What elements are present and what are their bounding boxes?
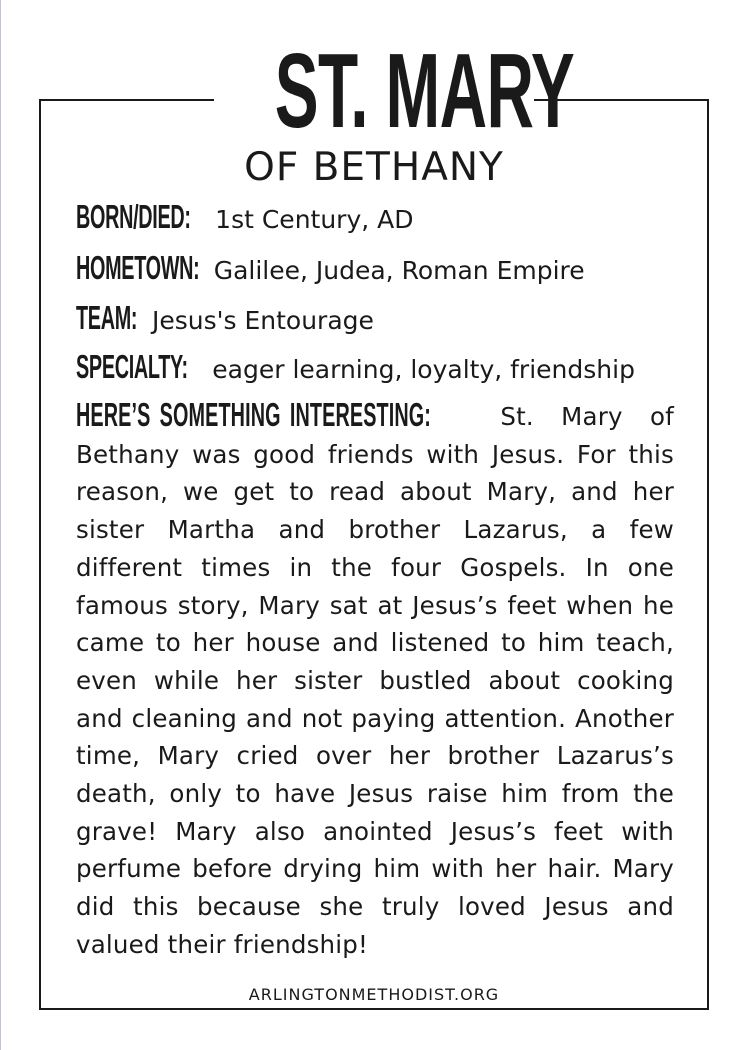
page-edge-line bbox=[0, 0, 1, 1050]
fact-value: eager learning, loyalty, friendship bbox=[212, 355, 635, 384]
fact-label: HOMETOWN: bbox=[76, 249, 200, 286]
fact-value: 1st Century, AD bbox=[215, 205, 414, 234]
fact-born-died bbox=[76, 198, 414, 236]
fact-value: Jesus's Entourage bbox=[151, 306, 374, 335]
fact-hometown bbox=[76, 249, 585, 287]
fact-value: Galilee, Judea, Roman Empire bbox=[213, 256, 585, 285]
fact-team bbox=[76, 299, 374, 337]
footer-website: ARLINGTONMETHODIST.ORG bbox=[248, 985, 500, 1004]
title-block bbox=[214, 32, 575, 154]
card-subtitle: OF BETHANY bbox=[244, 145, 504, 190]
story-label-wrap bbox=[76, 396, 473, 433]
fact-label: BORN/DIED: bbox=[76, 198, 191, 235]
fact-label: SPECIALTY: bbox=[76, 348, 188, 385]
fact-label: TEAM: bbox=[76, 299, 138, 336]
story-text: St. Mary of Bethany was good friends with Jesus. For this reason, we get to read about Mary, and her sister Martha and brother Lazarus, a few different times in the four Gospels. In one famous story, Mary sat at Jesus’s feet when he came to her house and listened to him teach, even while her sister bustled about cooking and cleaning and not paying attention. Another time, Mary cried over her brother Lazarus’s death, only to have Jesus raise him from the grave! Mary also anointed Jesus’s feet with perfume before drying him with her hair. Mary did this because she truly loved Jesus and valued their friendship! bbox=[76, 402, 674, 959]
card-title: ST. MARY bbox=[274, 32, 575, 150]
story-paragraph bbox=[76, 398, 674, 964]
story-label: HERE’S SOMETHING INTERESTING: bbox=[76, 396, 432, 433]
fact-specialty bbox=[76, 348, 635, 386]
